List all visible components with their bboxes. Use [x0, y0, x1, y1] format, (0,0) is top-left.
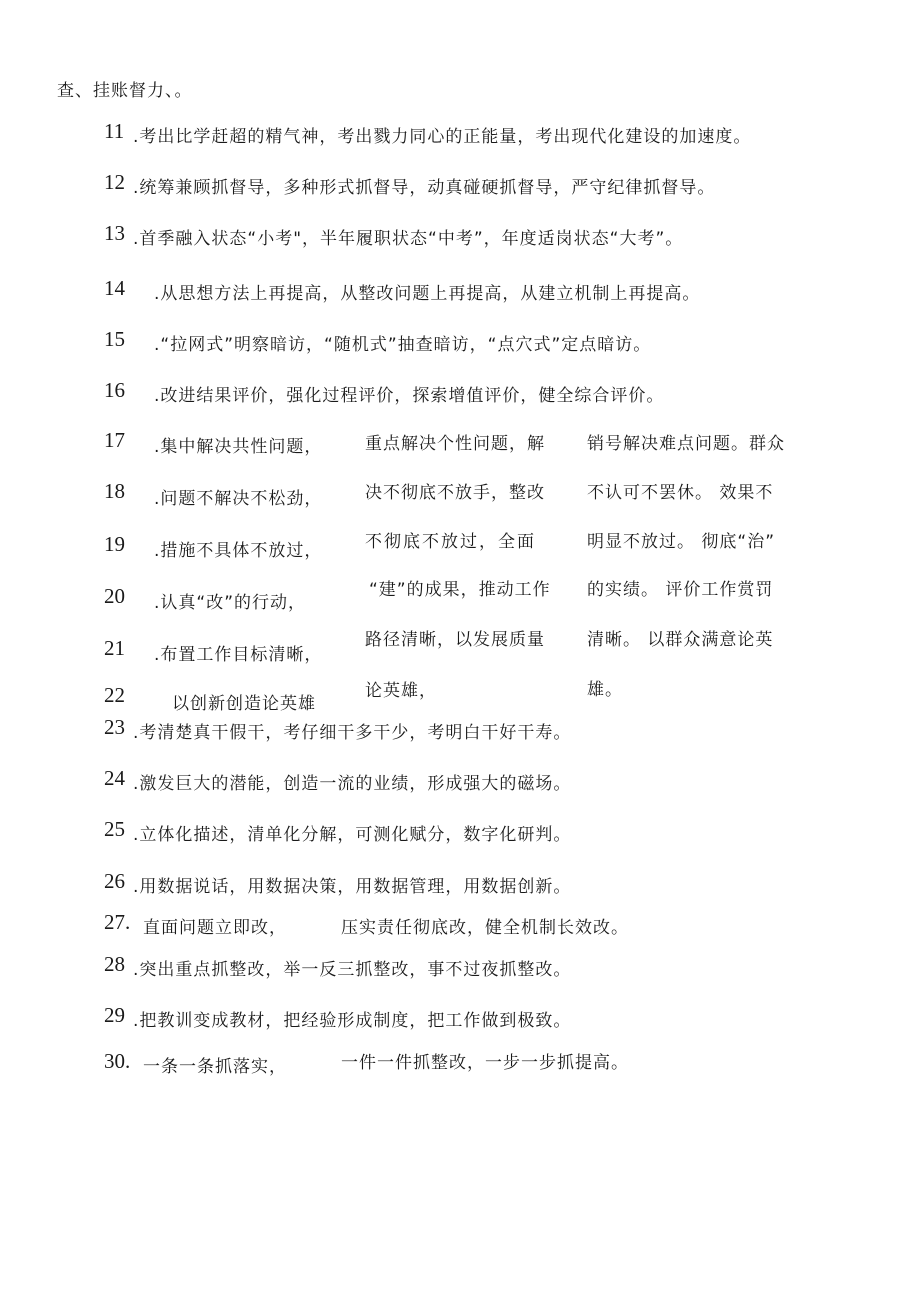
- item-text-continued: 一件一件抓整改，一步一步抓提高。: [341, 1053, 629, 1073]
- col2-text: 不彻底不放过，全面: [365, 532, 536, 552]
- item-number: 12: [104, 170, 125, 194]
- col3-text: 的实绩。 评价工作赏罚: [587, 580, 774, 600]
- item-number: 27.: [104, 910, 131, 934]
- item-number: 26: [104, 869, 125, 893]
- item-number: 11: [104, 119, 125, 143]
- item-number: 18: [104, 479, 125, 503]
- col2-text: 决不彻底不放手，整改: [365, 483, 545, 503]
- item-text-continued: 压实责任彻底改，健全机制长效改。: [341, 918, 629, 938]
- col1-text: .布置工作目标清晰，: [154, 645, 323, 665]
- col3-text: 不认可不罢休。 效果不: [587, 483, 774, 503]
- col1-text: .措施不具体不放过，: [154, 541, 323, 561]
- item-number: 13: [104, 221, 125, 245]
- item-text: .把教训变成教材，把经验形成制度，把工作做到极致。: [133, 1011, 572, 1031]
- item-text: .考出比学赶超的精气神，考出戮力同心的正能量，考出现代化建设的加速度。: [133, 127, 752, 147]
- item-number: 20: [104, 584, 125, 608]
- item-text: 一条一条抓落实，: [143, 1057, 287, 1077]
- item-text: .激发巨大的潜能，创造一流的业绩，形成强大的磁场。: [133, 774, 572, 794]
- col1-text: .认真“改”的行动，: [154, 593, 307, 613]
- item-number: 30.: [104, 1049, 131, 1073]
- item-text: .从思想方法上再提高，从整改问题上再提高，从建立机制上再提高。: [154, 284, 701, 304]
- item-text: .考清楚真干假干，考仔细干多干少，考明白干好干寿。: [133, 723, 572, 743]
- item-number: 15: [104, 327, 125, 351]
- col3-text: 雄。: [587, 680, 623, 700]
- item-text: .首季融入状态“小考"，半年履职状态“中考”，年度适岗状态“大考”。: [133, 229, 684, 249]
- item-number: 14: [104, 276, 125, 300]
- item-number: 19: [104, 532, 125, 556]
- item-text: .统筹兼顾抓督导，多种形式抓督导，动真碰硬抓督导，严守纪律抓督导。: [133, 178, 716, 198]
- item-number: 28: [104, 952, 125, 976]
- item-number: 24: [104, 766, 125, 790]
- lead-line: 查、挂账督力、。: [57, 81, 193, 101]
- col2-text: 重点解决个性问题，解: [365, 434, 545, 454]
- col3-text: 明显不放过。 彻底“治”: [587, 532, 776, 552]
- item-text: .用数据说话，用数据决策，用数据管理，用数据创新。: [133, 877, 572, 897]
- item-number: 17: [104, 428, 125, 452]
- col1-text: 以创新创造论英雄: [172, 694, 316, 714]
- col2-region: [365, 420, 575, 700]
- col3-text: 销号解决难点问题。群众: [587, 434, 785, 454]
- col1-text: .问题不解决不松劲，: [154, 489, 323, 509]
- item-number: 21: [104, 636, 125, 660]
- col3-text: 清晰。 以群众满意论英: [587, 630, 774, 650]
- item-text: .突出重点抓整改，举一反三抓整改，事不过夜抓整改。: [133, 960, 572, 980]
- item-number: 16: [104, 378, 125, 402]
- col2-text: “建”的成果，推动工作: [369, 580, 551, 600]
- item-number: 29: [104, 1003, 125, 1027]
- item-text: 直面问题立即改，: [143, 918, 287, 938]
- item-number: 25: [104, 817, 125, 841]
- item-number: 23: [104, 715, 125, 739]
- item-text: .“拉网式”明察暗访，“随机式”抽查暗访，“点穴式”定点暗访。: [154, 335, 652, 355]
- item-number: 22: [104, 683, 125, 707]
- col2-text: 论英雄，: [365, 681, 437, 701]
- col2-text: 路径清晰，以发展质量: [365, 630, 545, 650]
- item-text: .立体化描述，清单化分解，可测化赋分，数字化研判。: [133, 825, 572, 845]
- col1-text: .集中解决共性问题，: [154, 437, 323, 457]
- item-text: .改进结果评价，强化过程评价，探索增值评价，健全综合评价。: [154, 386, 665, 406]
